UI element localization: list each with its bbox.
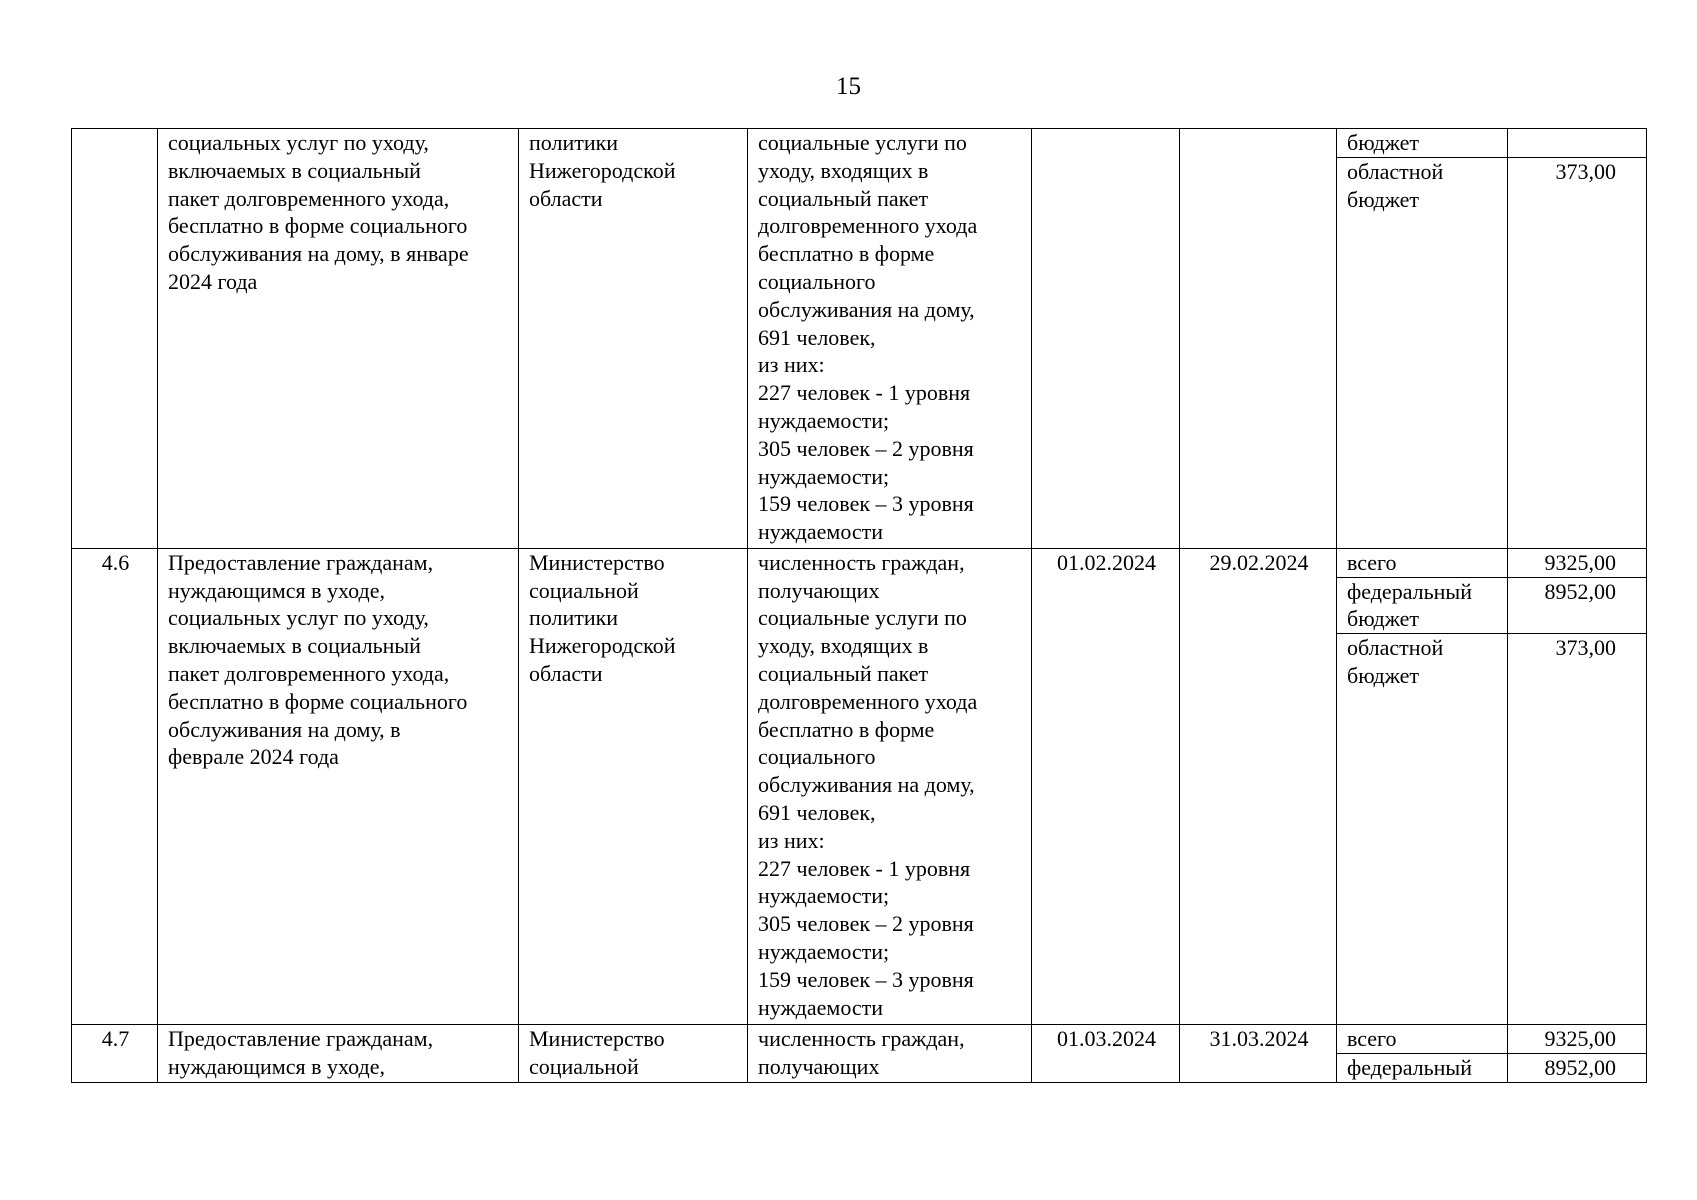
funding-source-cell: областной бюджет (1337, 157, 1508, 548)
page-number: 15 (836, 73, 861, 100)
event-cell: Предоставление гражданам, нуждающимся в уходе, (158, 1025, 519, 1083)
funding-amount-cell (1508, 129, 1647, 158)
end-date-cell (1180, 129, 1337, 549)
indicator-cell: численность граждан, получающих (748, 1025, 1032, 1083)
row-number: 4.6 (72, 548, 158, 1024)
executor-cell: политики Нижегородской области (519, 129, 748, 549)
funding-amount-cell: 8952,00 (1508, 1053, 1647, 1082)
funding-source-cell: федеральный (1337, 1053, 1508, 1082)
executor-cell: Министерство социальной (519, 1025, 748, 1083)
funding-source-cell: бюджет (1337, 129, 1508, 158)
funding-amount-cell: 9325,00 (1508, 548, 1647, 577)
table-row (72, 548, 1647, 577)
indicator-cell: социальные услуги по уходу, входящих в социальный пакет долговременного ухода бесплатно в форме социального обслуживания на дому, 691 человек, из них: 227 человек - 1 уровня нуждаемости; 305 человек – 2 уровня нуждаемости; 159 человек – 3 уровня нуждаемости (748, 129, 1032, 549)
funding-amount-cell: 8952,00 (1508, 577, 1647, 634)
row-number: 4.7 (72, 1025, 158, 1083)
funding-source-cell: областной бюджет (1337, 634, 1508, 1025)
funding-amount-cell: 373,00 (1508, 157, 1647, 548)
plan-table (71, 128, 1647, 1083)
end-date-cell: 29.02.2024 (1180, 548, 1337, 1024)
row-number (72, 129, 158, 549)
start-date-cell: 01.03.2024 (1032, 1025, 1180, 1083)
executor-cell: Министерство социальной политики Нижегородской области (519, 548, 748, 1024)
funding-amount-cell: 9325,00 (1508, 1025, 1647, 1054)
funding-source-cell: всего (1337, 1025, 1508, 1054)
event-cell: социальных услуг по уходу, включаемых в социальный пакет долговременного ухода, бесплатно в форме социального обслуживания на дому, в январе 2024 года (158, 129, 519, 549)
funding-source-cell: всего (1337, 548, 1508, 577)
event-cell: Предоставление гражданам, нуждающимся в уходе, социальных услуг по уходу, включаемых в социальный пакет долговременного ухода, бесплатно в форме социального обслуживания на дому, в феврале 2024 года (158, 548, 519, 1024)
table-row (72, 129, 1647, 158)
table-row (72, 1025, 1647, 1054)
end-date-cell: 31.03.2024 (1180, 1025, 1337, 1083)
funding-source-cell: федеральный бюджет (1337, 577, 1508, 634)
start-date-cell (1032, 129, 1180, 549)
indicator-cell: численность граждан, получающих социальные услуги по уходу, входящих в социальный пакет долговременного ухода бесплатно в форме социального обслуживания на дому, 691 человек, из них: 227 человек - 1 уровня нуждаемости; 305 человек – 2 уровня нуждаемости; 159 человек – 3 уровня нуждаемости (748, 548, 1032, 1024)
start-date-cell: 01.02.2024 (1032, 548, 1180, 1024)
funding-amount-cell: 373,00 (1508, 634, 1647, 1025)
